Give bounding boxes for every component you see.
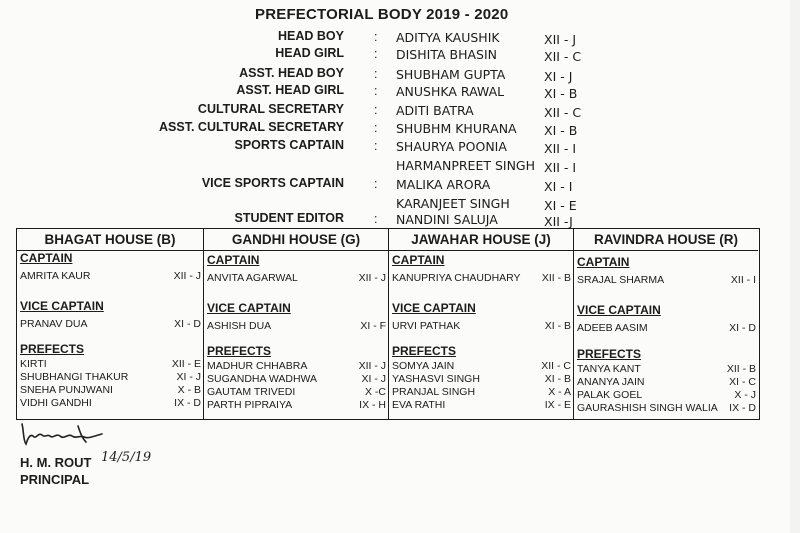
- house-column: [204, 229, 389, 419]
- officer-colon: :: [374, 139, 378, 153]
- member-row: [577, 402, 756, 414]
- member-name: TANYA KANT: [577, 363, 641, 375]
- member-class: XI - F: [360, 320, 386, 332]
- member-name: KANUPRIYA CHAUDHARY: [392, 272, 521, 284]
- signature: [18, 418, 113, 454]
- member-row: [207, 272, 386, 284]
- member-row: [392, 272, 571, 284]
- member-row: [392, 399, 571, 411]
- member-row: [20, 318, 201, 330]
- member-row: [577, 376, 756, 388]
- document-title: PREFECTORIAL BODY 2019 - 2020: [255, 6, 509, 23]
- officer-colon: :: [374, 84, 378, 98]
- vice-captain-heading: VICE CAPTAIN: [577, 303, 661, 317]
- member-class: XI - D: [174, 318, 201, 330]
- member-class: XII - J: [358, 360, 386, 372]
- officer-colon: :: [374, 47, 378, 61]
- member-name: SHUBHANGI THAKUR: [20, 371, 129, 383]
- officer-colon: :: [374, 121, 378, 135]
- member-class: XII - J: [173, 270, 201, 282]
- member-row: [20, 358, 201, 370]
- member-row: [207, 320, 386, 332]
- officer-class: XII - I: [544, 160, 577, 175]
- officer-name: ADITYA KAUSHIK: [396, 30, 500, 45]
- member-row: [207, 373, 386, 385]
- officer-role: CULTURAL SECRETARY: [197, 102, 344, 116]
- officer-class: XII - I: [544, 141, 577, 156]
- officer-colon: :: [374, 212, 378, 226]
- officer-class: XI - B: [544, 123, 578, 138]
- officer-class: XI - I: [544, 179, 573, 194]
- member-class: XII - J: [358, 272, 386, 284]
- officer-name: SHUBHM KHURANA: [396, 121, 517, 136]
- officer-class: XII -J: [544, 214, 573, 229]
- member-class: XII - C: [541, 360, 571, 372]
- member-class: XI - D: [729, 322, 756, 334]
- house-column: [574, 229, 758, 419]
- officer-colon: :: [374, 30, 378, 44]
- member-class: XI - C: [729, 376, 756, 388]
- member-row: [577, 322, 756, 334]
- house-column: [17, 229, 204, 419]
- officer-class: XII - C: [544, 105, 582, 120]
- vice-captain-heading: VICE CAPTAIN: [392, 301, 476, 315]
- member-name: PALAK GOEL: [577, 389, 643, 401]
- officer-class: XI - B: [544, 86, 578, 101]
- member-name: ASHISH DUA: [207, 320, 272, 332]
- member-class: X - A: [548, 386, 571, 398]
- member-name: ANVITA AGARWAL: [207, 272, 298, 284]
- member-row: [207, 386, 386, 398]
- officer-role: HEAD BOY: [278, 29, 344, 43]
- member-row: [577, 389, 756, 401]
- member-class: XII - I: [730, 274, 756, 286]
- officer-name: NANDINI SALUJA: [396, 212, 498, 227]
- principal-date: 14/5/19: [101, 450, 152, 465]
- house-header: JAWAHAR HOUSE (J): [389, 229, 573, 251]
- member-class: XI - J: [361, 373, 386, 385]
- member-row: [577, 363, 756, 375]
- vice-captain-heading: VICE CAPTAIN: [20, 299, 104, 313]
- houses-table: [16, 228, 760, 420]
- captain-heading: CAPTAIN: [392, 253, 445, 267]
- member-class: XII - B: [726, 363, 756, 375]
- member-row: [20, 371, 201, 383]
- member-name: KIRTI: [20, 358, 47, 370]
- member-name: MADHUR CHHABRA: [207, 360, 308, 372]
- captain-heading: CAPTAIN: [577, 255, 630, 269]
- officer-name: DISHITA BHASIN: [396, 47, 498, 62]
- member-row: [20, 397, 201, 409]
- member-name: SOMYA JAIN: [392, 360, 455, 372]
- member-class: XI - J: [176, 371, 201, 383]
- officer-name: KARANJEET SINGH: [396, 196, 510, 211]
- officer-role: HEAD GIRL: [275, 46, 344, 60]
- member-row: [577, 274, 756, 286]
- prefects-heading: PREFECTS: [577, 347, 642, 361]
- officer-role: SPORTS CAPTAIN: [234, 138, 344, 152]
- officer-class: XII - C: [544, 49, 582, 64]
- officer-role: ASST. HEAD BOY: [239, 66, 344, 80]
- officer-role: STUDENT EDITOR: [234, 211, 344, 225]
- prefects-heading: PREFECTS: [207, 344, 272, 358]
- officer-name: ADITI BATRA: [396, 103, 474, 118]
- vice-captain-heading: VICE CAPTAIN: [207, 301, 291, 315]
- officer-role: VICE SPORTS CAPTAIN: [201, 176, 344, 190]
- officer-class: XI - E: [544, 198, 577, 213]
- officer-role: ASST. HEAD GIRL: [236, 83, 344, 97]
- member-class: XI - B: [544, 320, 571, 332]
- member-class: X -C: [365, 386, 386, 398]
- member-name: VIDHI GANDHI: [20, 397, 92, 409]
- member-class: XII - B: [541, 272, 571, 284]
- member-row: [392, 320, 571, 332]
- member-name: SUGANDHA WADHWA: [207, 373, 318, 385]
- member-row: [392, 360, 571, 372]
- member-class: XII - E: [171, 358, 201, 370]
- member-name: PARTH PIPRAIYA: [207, 399, 293, 411]
- captain-heading: CAPTAIN: [20, 251, 73, 265]
- member-row: [392, 373, 571, 385]
- member-name: SNEHA PUNJWANI: [20, 384, 113, 396]
- house-header: GANDHI HOUSE (G): [204, 229, 388, 251]
- house-header: RAVINDRA HOUSE (R): [574, 229, 758, 251]
- member-name: PRANJAL SINGH: [392, 386, 476, 398]
- officer-class: XI - J: [544, 69, 573, 84]
- member-class: IX - D: [729, 402, 756, 414]
- member-name: GAUTAM TRIVEDI: [207, 386, 296, 398]
- prefects-heading: PREFECTS: [20, 342, 85, 356]
- member-name: ANANYA JAIN: [577, 376, 645, 388]
- officer-class: XII - J: [544, 32, 577, 47]
- officer-colon: :: [374, 67, 378, 81]
- member-row: [207, 399, 386, 411]
- member-name: URVI PATHAK: [392, 320, 461, 332]
- member-row: [20, 384, 201, 396]
- member-name: GAURASHISH SINGH WALIA: [577, 402, 718, 414]
- officer-name: ANUSHKA RAWAL: [396, 84, 505, 99]
- member-row: [20, 270, 201, 282]
- member-class: X - B: [177, 384, 201, 396]
- member-name: SRAJAL SHARMA: [577, 274, 665, 286]
- house-header: BHAGAT HOUSE (B): [17, 229, 203, 251]
- prefects-heading: PREFECTS: [392, 344, 457, 358]
- member-name: EVA RATHI: [392, 399, 446, 411]
- officer-colon: :: [374, 177, 378, 191]
- member-name: ADEEB AASIM: [577, 322, 648, 334]
- officer-name: SHUBHAM GUPTA: [396, 67, 506, 82]
- member-class: IX - D: [174, 397, 201, 409]
- officer-role: ASST. CULTURAL SECRETARY: [159, 120, 344, 134]
- member-name: AMRITA KAUR: [20, 270, 91, 282]
- member-class: XI - B: [544, 373, 571, 385]
- member-class: IX - H: [359, 399, 386, 411]
- house-column: [389, 229, 574, 419]
- officer-name: HARMANPREET SINGH: [396, 158, 536, 173]
- officer-name: MALIKA ARORA: [396, 177, 491, 192]
- member-row: [207, 360, 386, 372]
- member-name: YASHASVI SINGH: [392, 373, 480, 385]
- officer-name: SHAURYA POONIA: [396, 139, 507, 154]
- member-row: [392, 386, 571, 398]
- officer-colon: :: [374, 103, 378, 117]
- principal-name: H. M. ROUT: [20, 455, 92, 470]
- captain-heading: CAPTAIN: [207, 253, 260, 267]
- member-name: PRANAV DUA: [20, 318, 88, 330]
- member-class: X - J: [734, 389, 756, 401]
- principal-title: PRINCIPAL: [20, 472, 90, 487]
- member-class: IX - E: [544, 399, 571, 411]
